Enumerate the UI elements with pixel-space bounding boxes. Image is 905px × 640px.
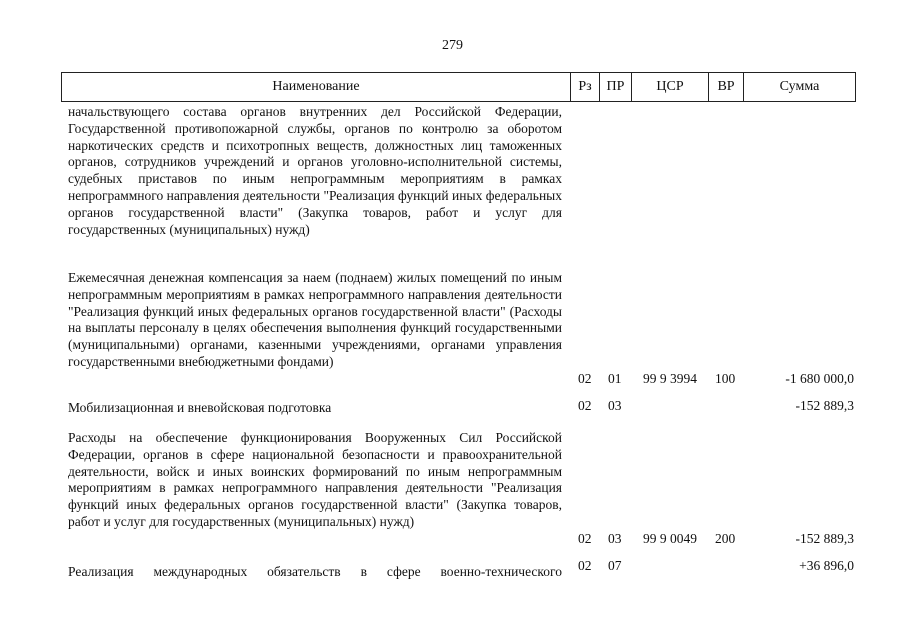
row-sum: -152 889,3 (795, 531, 854, 546)
header-rz: Рз (571, 73, 600, 101)
row-sum: +36 896,0 (799, 558, 854, 573)
row-name: Расходы на обеспечение функционирования Вооруженных Сил Российской Федерации, органов в сфере национальной безопасности и правоохранительной деятельности, войск и иных воинских формирований по иным непрограммным мероприятиям в рамках непрограммного направления деятельности "Реализация функций иных федеральных органов государственной власти" (Закупка товаров, работ и услуг для государственных (муниципальных) нужд) (68, 430, 562, 529)
row-sum: -152 889,3 (795, 398, 854, 413)
row-name: Реализация международных обязательств в сфере военно-технического (68, 564, 562, 579)
table-body (0, 102, 905, 640)
row-rz: 02 (578, 531, 592, 546)
header-pr: ПР (600, 73, 632, 101)
header-name: Наименование (62, 73, 571, 101)
row-rz: 02 (578, 398, 592, 413)
row-vr: 200 (715, 531, 736, 546)
header-vr: ВР (709, 73, 744, 101)
row-pr: 01 (608, 371, 622, 386)
row-vr: 100 (715, 371, 736, 386)
row-name: Ежемесячная денежная компенсация за наем (поднаем) жилых помещений по иным непрограммным мероприятиям в рамках непрограммного направления деятельности "Реализация функций иных федеральных органов государственной власти" (Расходы на выплаты персоналу в целях обеспечения выполнения функций государственными (муниципальными) органами, казенными учреждениями, органами управления государственными внебюджетными фондами) (68, 270, 562, 369)
row-pr: 03 (608, 398, 622, 413)
row-pr: 07 (608, 558, 622, 573)
row-pr: 03 (608, 531, 622, 546)
row-csr: 99 9 0049 (643, 531, 697, 546)
page-number: 279 (442, 38, 463, 53)
row-name: начальствующего состава органов внутренних дел Российской Федерации, Государственной противопожарной службы, органов по контролю за оборотом наркотических средств и психотропных веществ, должностных лиц таможенных органов, сотрудников учреждений и органов уголовно-исполнительной системы, судебных приставов по иным непрограммным мероприятиям в рамках непрограммного направления деятельности "Реализация функций иных федеральных органов государственной власти" (Закупка товаров, работ и услуг для государственных (муниципальных) нужд) (68, 104, 562, 237)
header-sum: Сумма (779, 79, 820, 94)
table-header (61, 72, 856, 102)
row-name: Мобилизационная и вневойсковая подготовка (68, 400, 332, 415)
header-csr: ЦСР (632, 73, 709, 101)
row-rz: 02 (578, 558, 592, 573)
row-csr: 99 9 3994 (643, 371, 697, 386)
row-sum: -1 680 000,0 (785, 371, 854, 386)
row-rz: 02 (578, 371, 592, 386)
